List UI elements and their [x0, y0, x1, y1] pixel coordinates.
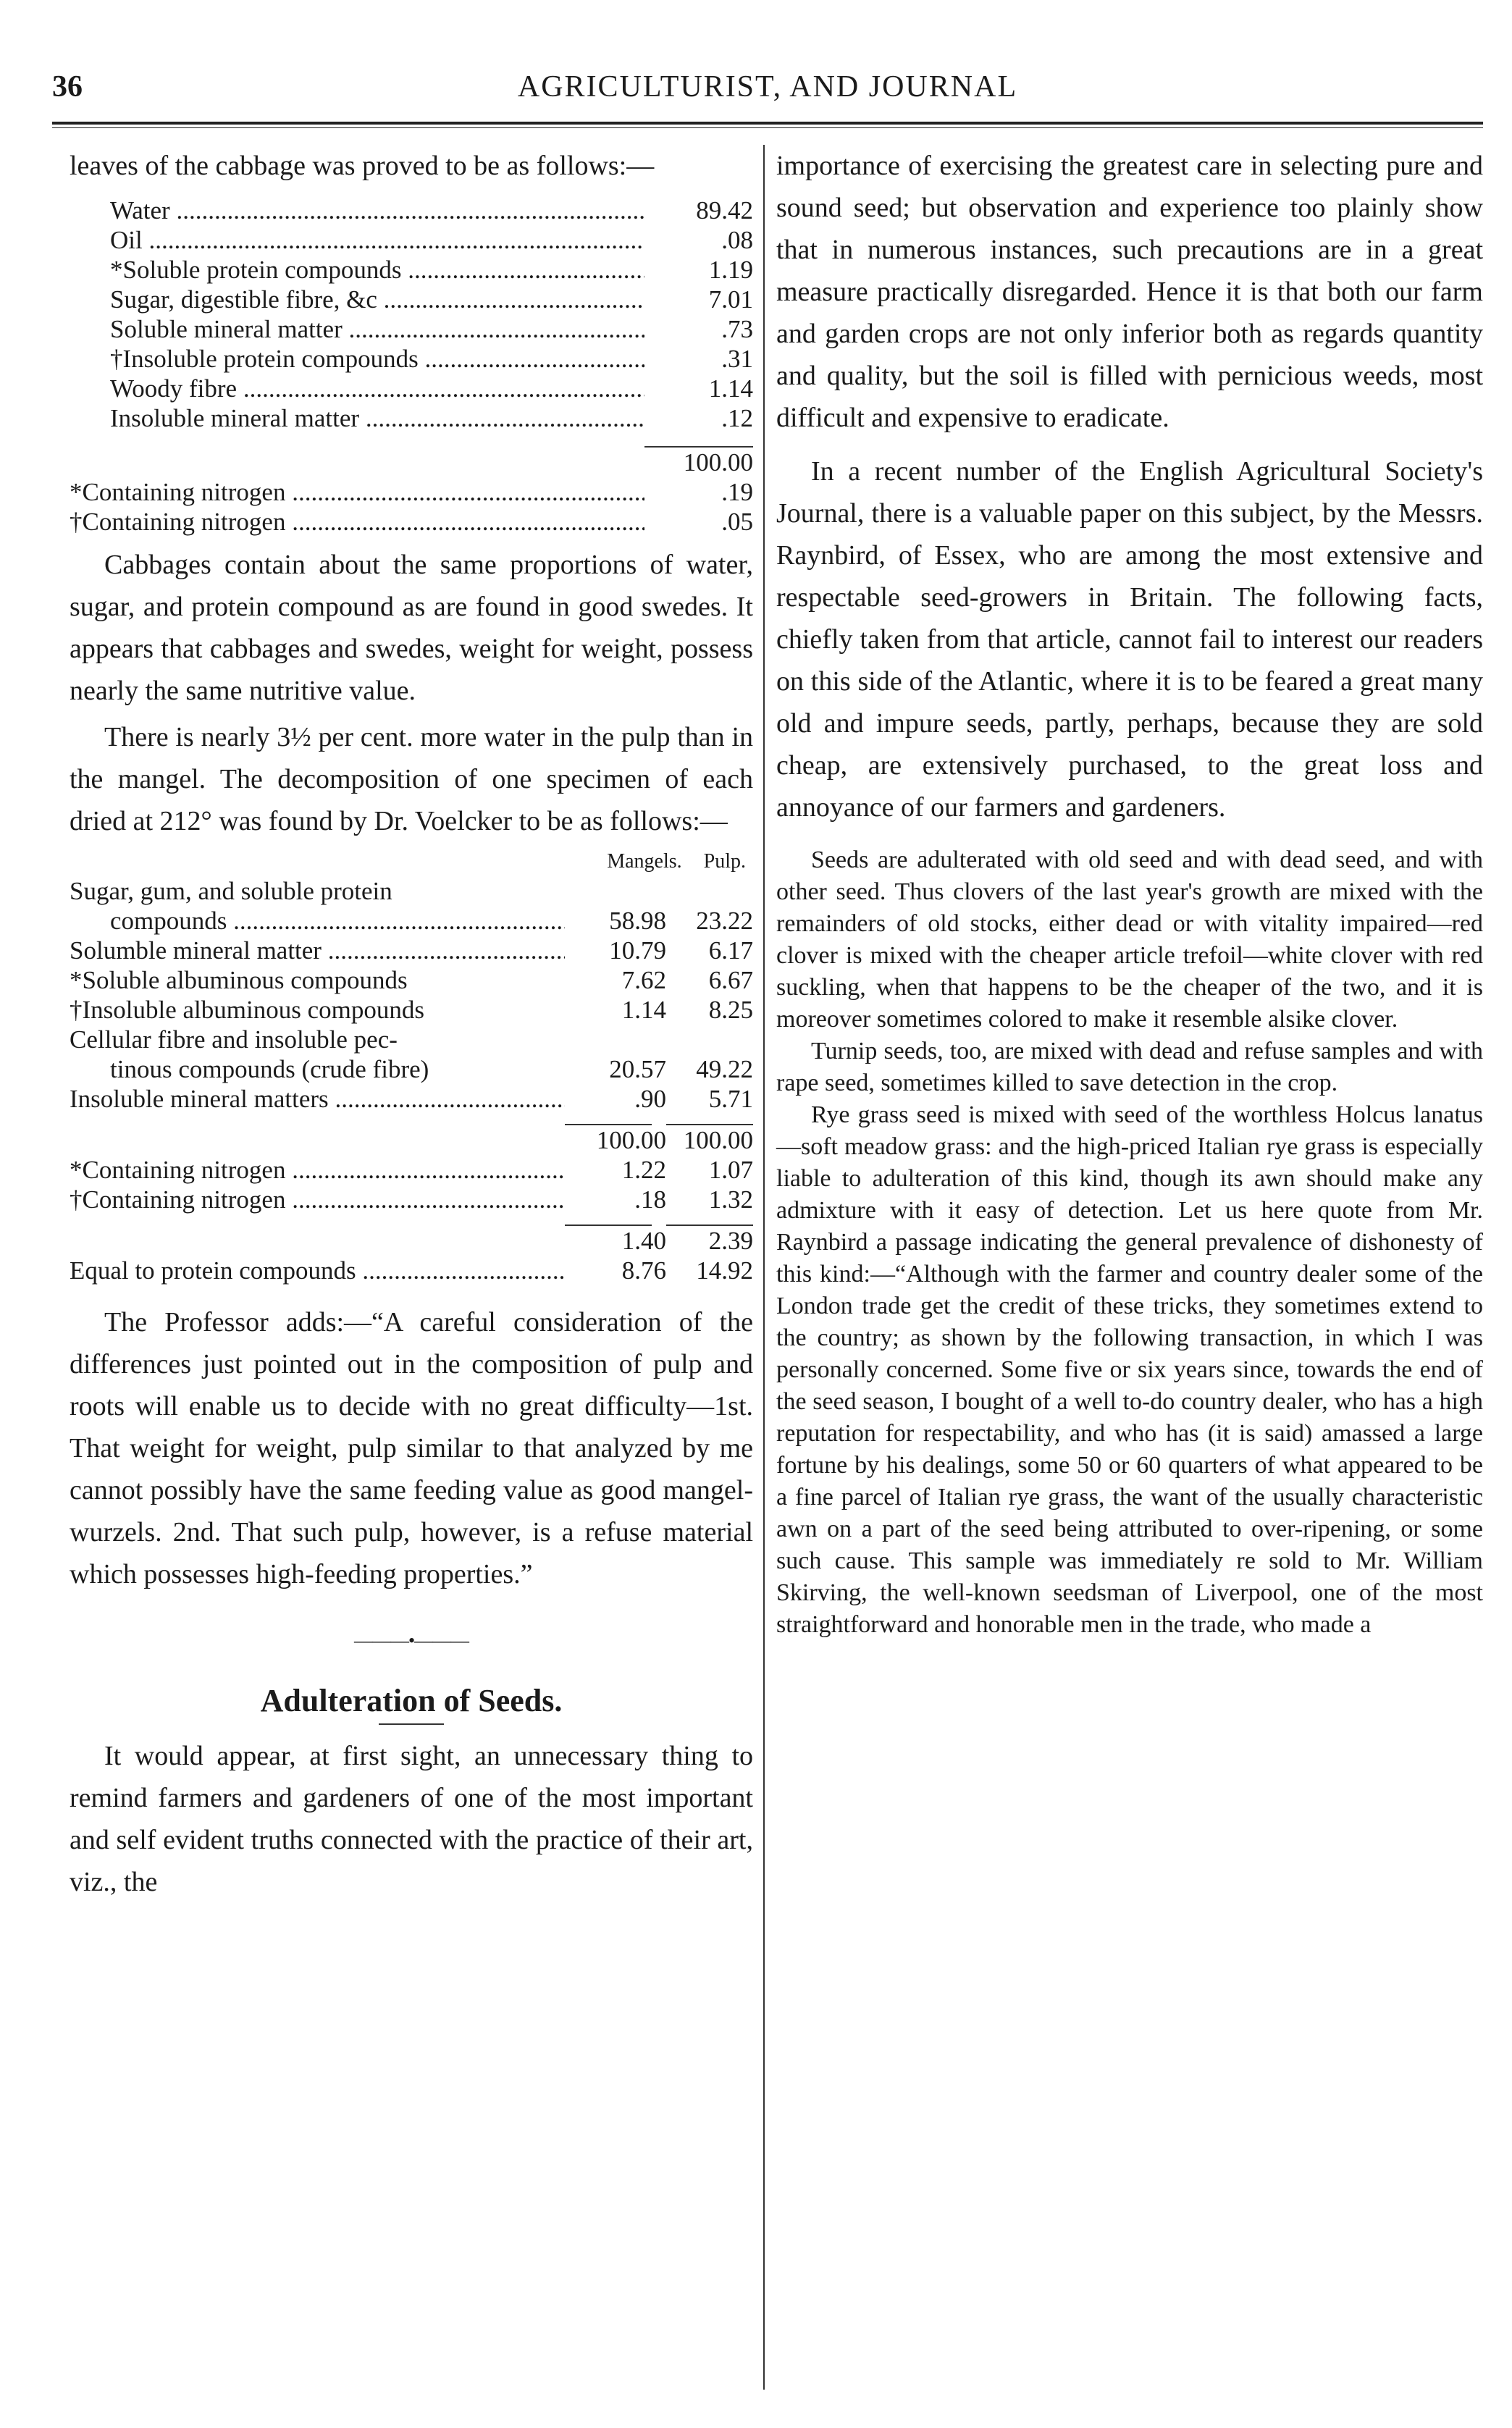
table-row	[70, 285, 753, 314]
column-header: Mangels.	[607, 850, 682, 873]
mangels-value: 1.14	[621, 996, 666, 1024]
note-row	[70, 477, 753, 507]
table-row	[70, 314, 753, 344]
mangels-value: .18	[634, 1185, 666, 1214]
table-row	[70, 906, 753, 936]
mangels-value: 7.62	[621, 966, 666, 994]
running-title: AGRICULTURIST, AND JOURNAL	[517, 70, 1018, 104]
cabbage-intro: leaves of the cabbage was proved to be as follows:—	[70, 151, 655, 181]
mangels-value: 1.22	[621, 1156, 666, 1184]
pulp-value: 1.32	[708, 1185, 753, 1214]
row-value: 7.01	[708, 285, 753, 314]
cabbage-analysis-table	[70, 196, 753, 537]
page-number: 36	[52, 70, 83, 104]
equal-row	[70, 1256, 753, 1285]
note-label: †Containing nitrogen .....	[70, 507, 644, 537]
row-label: Soluble mineral matter .....	[70, 314, 644, 344]
pulp-value: 23.22	[696, 907, 753, 935]
mangels-value: .90	[634, 1085, 666, 1113]
pulp-value: 5.71	[708, 1085, 753, 1113]
table-row	[70, 403, 753, 433]
paragraph: It would appear, at first sight, an unnecessary thing to remind farmers and gardeners of one of the most important and self evident truths connected with the practice of their art, viz., the	[70, 1741, 753, 1897]
column-header: Pulp.	[703, 850, 746, 873]
note-value: .05	[721, 508, 753, 536]
paragraph: Rye grass seed is mixed with seed of the worthless Holcus lanatus—soft meadow grass: and the high-priced Italian rye grass is especially liable to adulteration of this kind, though its awn should make any admixture with it easy of detection. Let us here quote from Mr. Raynbird a passage indicating the general prevalence of dishonesty of this kind:—“Although with the farmer and country dealer some of the London trade get the credit of these tricks, they sometimes extend to the country; as shown by the following transaction, in which I was personally concerned. Some five or six years since, towards the end of the seed season, I bought of a well to-do country dealer, who has a high reputation for respectability, and who has (it is said) amassed a large fortune by his dealings, some 50 or 60 quarters of what appeared to be a fine parcel of Italian rye grass, the want of the usually characteristic awn on a part of the seed being attributed to over-ripening, or some such cause. This sample was immediately re sold to Mr. William Skirving, the well-known seedsman of Liverpool, one of the most straightforward and honorable men in the trade, who made a	[776, 1101, 1483, 1638]
paragraph: Turnip seeds, too, are mixed with dead and refuse samples and with rape seed, sometimes killed to save detection in the crop.	[776, 1038, 1483, 1096]
paragraph: The Professor adds:—“A careful consideration of the differences just pointed out in the composition of pulp and roots will enable us to decide with no great difficulty—1st. That weight for weight, pulp similar to that analyzed by me cannot possibly have the same feeding value as good mangel-wurzels. 2nd. That such pulp, however, is a refuse material which possesses high-feeding properties.”	[70, 1307, 753, 1589]
row-value: 1.14	[708, 374, 753, 403]
paragraph: In a recent number of the English Agricultural Society's Journal, there is a valuable paper on this subject, by the Messrs. Raynbird, of Essex, who are among the most extensive and respectable seed-growers in Britain. The following facts, chiefly taken from that article, cannot fail to interest our readers on this side of the Atlantic, where it is to be feared a great many old and impure seeds, partly, perhaps, because they are sold cheap, are extensively purchased, to the great loss and annoyance of our farmers and gardeners.	[776, 456, 1483, 823]
header-rule	[52, 122, 1483, 128]
pulp-value: 49.22	[696, 1055, 753, 1083]
title-rule	[379, 1723, 444, 1725]
mangels-value: 8.76	[621, 1256, 666, 1285]
row-label: Solumble mineral matter .....	[70, 936, 565, 965]
note-row	[70, 507, 753, 537]
row-label: Oil .....	[70, 225, 644, 255]
row-label: Sugar, gum, and soluble protein	[70, 877, 392, 905]
total-row	[70, 448, 753, 477]
ornament-divider: ———•———	[353, 1630, 469, 1651]
row-label: compounds .....	[70, 906, 565, 936]
mangels-value: 58.98	[609, 907, 666, 935]
row-value: .31	[721, 345, 753, 373]
right-column	[776, 145, 1483, 1641]
row-value: .12	[721, 404, 753, 432]
table-row	[70, 1084, 753, 1114]
mangel-pulp-table	[70, 847, 753, 1285]
page-header	[52, 70, 1483, 113]
row-value: 89.42	[696, 196, 753, 224]
row-label: *Soluble protein compounds .....	[70, 255, 644, 285]
row-label: Sugar, digestible fibre, &c .....	[70, 285, 644, 314]
row-value: .08	[721, 226, 753, 254]
paragraph: There is nearly 3½ per cent. more water in the pulp than in the mangel. The decomposition of one specimen of each dried at 212° was found by Dr. Voelcker to be as follows:—	[70, 722, 753, 836]
note-label: †Containing nitrogen .....	[70, 1185, 565, 1214]
table-row	[70, 936, 753, 965]
table-row	[70, 965, 753, 995]
paragraph: Cabbages contain about the same proportions of water, sugar, and protein compound as are found in good swedes. It appears that cabbages and swedes, weight for weight, possess nearly the same nutritive value.	[70, 550, 753, 706]
pulp-value: 6.67	[708, 966, 753, 994]
pulp-value: 14.92	[696, 1256, 753, 1285]
paragraph: Seeds are adulterated with old seed and with dead seed, and with other seed. Thus clovers of the last year's growth are mixed with the remainders of old stocks, either dead or with vitality impaired—red clover is mixed with the cheaper article trefoil—white clover with red suckling, when that happens to be the cheaper of the two, and it is moreover sometimes colored to make it resemble alsike clover.	[776, 847, 1483, 1033]
row-label: †Insoluble protein compounds .....	[70, 344, 644, 374]
row-label: Insoluble mineral matter .....	[70, 403, 644, 433]
row-label: †Insoluble albuminous compounds	[70, 996, 424, 1024]
table-row	[70, 1054, 753, 1084]
column-divider	[763, 145, 765, 2390]
left-column	[70, 145, 753, 1903]
pulp-value: 1.07	[708, 1156, 753, 1184]
pulp-value: 6.17	[708, 936, 753, 965]
table-row	[70, 255, 753, 285]
row-value: 1.19	[708, 256, 753, 284]
table-row	[70, 995, 753, 1025]
table-row	[70, 196, 753, 225]
note-label: *Containing nitrogen .....	[70, 1155, 565, 1185]
row-value: .73	[721, 315, 753, 343]
row-label: Woody fibre .....	[70, 374, 644, 403]
note-row	[70, 1185, 753, 1214]
total-row	[70, 1125, 753, 1155]
mangels-total: 100.00	[596, 1126, 666, 1154]
table-row	[70, 344, 753, 374]
mangels-value: 1.40	[621, 1227, 666, 1255]
note-value: .19	[721, 478, 753, 506]
section-title: Adulteration of Seeds.	[260, 1683, 563, 1718]
table-headers	[70, 847, 753, 876]
row-label: tinous compounds (crude fibre)	[110, 1055, 429, 1083]
nitrogen-sum-row	[70, 1226, 753, 1256]
row-label: Cellular fibre and insoluble pec-	[70, 1025, 398, 1054]
table-row	[70, 225, 753, 255]
row-label: *Soluble albuminous compounds	[70, 966, 408, 994]
row-label: Insoluble mineral matters .....	[70, 1084, 565, 1114]
table-row	[70, 374, 753, 403]
paragraph: importance of exercising the greatest care in selecting pure and sound seed; but observation and experience too plainly show that in numerous instances, such precautions are in a great measure practically disregarded. Hence it is that both our farm and garden crops are not only inferior both as regards quantity and quality, but the soil is filled with pernicious weeds, most difficult and expensive to eradicate.	[776, 151, 1483, 433]
pulp-value: 2.39	[708, 1227, 753, 1255]
pulp-total: 100.00	[683, 1126, 753, 1154]
note-row	[70, 1155, 753, 1185]
row-label: Equal to protein compounds .....	[70, 1256, 565, 1285]
pulp-value: 8.25	[708, 996, 753, 1024]
total-value: 100.00	[683, 448, 753, 476]
row-label: Water .....	[70, 196, 644, 225]
note-label: *Containing nitrogen .....	[70, 477, 644, 507]
mangels-value: 20.57	[609, 1055, 666, 1083]
mangels-value: 10.79	[609, 936, 666, 965]
